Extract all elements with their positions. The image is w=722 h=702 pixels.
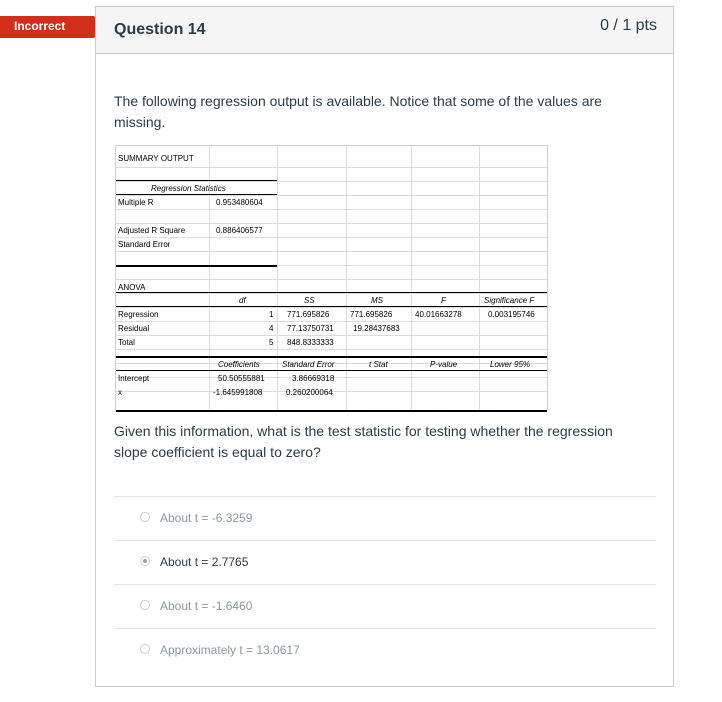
standard-error-label: Standard Error — [118, 240, 171, 249]
residual-ss: 77.13750731 — [287, 324, 334, 333]
x-row-label: x — [118, 388, 122, 397]
summary-output-title: SUMMARY OUTPUT — [118, 154, 194, 163]
coef-header-lower-95: Lower 95% — [490, 360, 531, 369]
adjusted-r-square-value: 0.886406577 — [216, 226, 263, 235]
incorrect-badge — [0, 16, 106, 38]
radio-button[interactable] — [140, 644, 150, 654]
x-standard-error: 0.260200064 — [286, 388, 333, 397]
regression-statistics-header: Regression Statistics — [151, 184, 226, 193]
adjusted-r-square-label: Adjusted R Square — [118, 226, 186, 235]
total-ss: 848.8333333 — [287, 338, 334, 347]
answer-label: Approximately t = 13.0617 — [160, 643, 300, 657]
badge-label: Incorrect — [14, 19, 66, 33]
coef-header-standard-error: Standard Error — [282, 360, 335, 369]
residual-row-label: Residual — [118, 324, 150, 333]
regression-significance: 0.003195746 — [488, 310, 535, 319]
total-row-label: Total — [118, 338, 135, 347]
residual-ms: 19.28437683 — [353, 324, 400, 333]
anova-header-significance: Significance F — [484, 296, 535, 305]
anova-header-df: df — [239, 296, 246, 305]
answer-option[interactable] — [114, 496, 656, 541]
coef-header-p-value: P-value — [430, 360, 458, 369]
answer-label: About t = -1.6460 — [160, 599, 253, 613]
regression-df: 1 — [269, 310, 274, 319]
radio-button[interactable] — [140, 600, 150, 610]
regression-ms: 771.695826 — [350, 310, 393, 319]
coef-header-coefficients: Coefficients — [218, 360, 260, 369]
anova-header-ms: MS — [371, 296, 383, 305]
question-prompt: Given this information, what is the test statistic for testing whether the regression slope coefficient is equal to zero? — [114, 423, 613, 460]
regression-row-label: Regression — [118, 310, 159, 319]
answer-option[interactable] — [114, 628, 656, 673]
answer-option[interactable] — [114, 584, 656, 629]
total-df: 5 — [269, 338, 274, 347]
regression-f: 40.01663278 — [415, 310, 462, 319]
radio-button-selected[interactable] — [140, 556, 150, 566]
question-text: The following regression output is available. Notice that some of the values are missing. — [114, 93, 602, 130]
intercept-standard-error: 3.86669318 — [292, 374, 335, 383]
intercept-coefficient: 50.50555881 — [218, 374, 265, 383]
question-card — [95, 6, 674, 687]
radio-button[interactable] — [140, 512, 150, 522]
answer-option-selected[interactable] — [114, 540, 656, 585]
answer-label: About t = -6.3259 — [160, 511, 253, 525]
anova-label: ANOVA — [118, 283, 146, 292]
anova-header-ss: SS — [304, 296, 315, 305]
regression-output-image — [115, 145, 548, 411]
regression-ss: 771.695826 — [287, 310, 330, 319]
question-title: Question 14 — [114, 21, 206, 38]
anova-header-f: F — [441, 296, 446, 305]
coef-header-t-stat: t Stat — [369, 360, 388, 369]
question-points: 0 / 1 pts — [600, 17, 657, 34]
multiple-r-label: Multiple R — [118, 198, 154, 207]
intercept-row-label: Intercept — [118, 374, 150, 383]
multiple-r-value: 0.953480604 — [216, 198, 263, 207]
residual-df: 4 — [269, 324, 274, 333]
answer-label: About t = 2.7765 — [160, 555, 249, 569]
question-header — [96, 7, 673, 54]
x-coefficient: -1.645991808 — [213, 388, 263, 397]
